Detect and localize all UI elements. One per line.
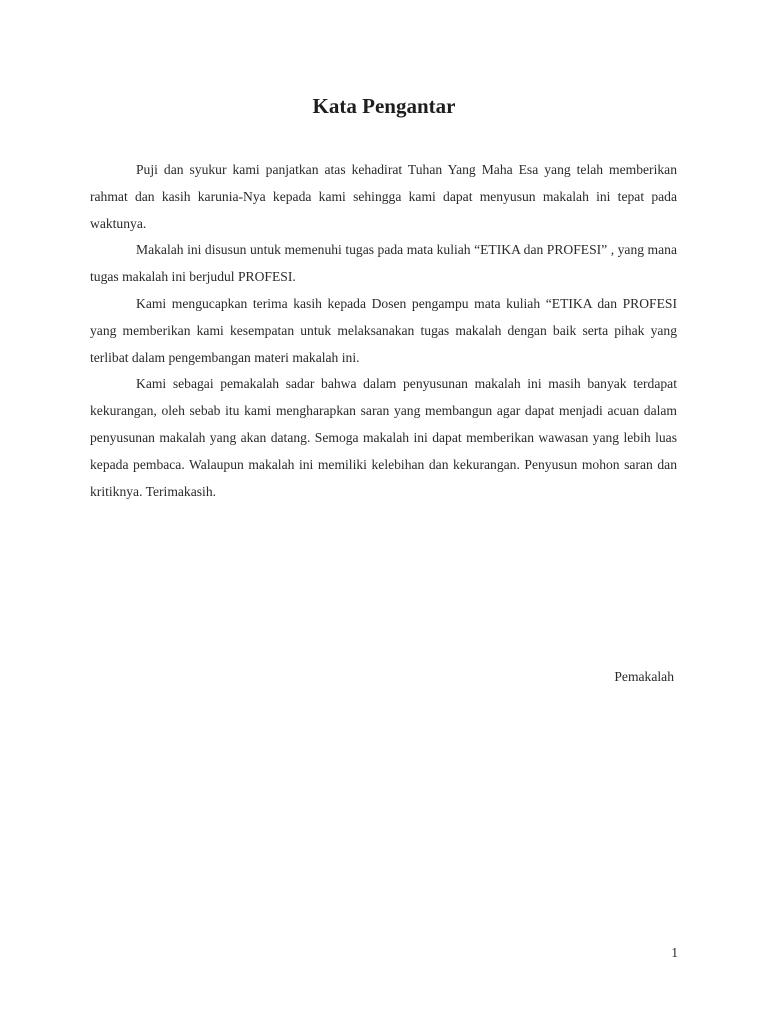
paragraph-2: Makalah ini disusun untuk memenuhi tugas pada mata kuliah “ETIKA dan PROFESI” , yang mana tugas makalah ini berjudul PROFESI.: [90, 242, 677, 285]
page-number: 1: [671, 945, 678, 960]
body-text: [90, 157, 677, 505]
paragraph-1: Puji dan syukur kami panjatkan atas kehadirat Tuhan Yang Maha Esa yang telah memberikan rahmat dan kasih karunia-Nya kepada kami sehingga kami dapat menyusun makalah ini tepat pada waktunya.: [90, 162, 677, 231]
paragraph-4: Kami sebagai pemakalah sadar bahwa dalam penyusunan makalah ini masih banyak terdapat kekurangan, oleh sebab itu kami mengharapkan saran yang membangun agar dapat menjadi acuan dalam penyusunan makalah yang akan datang. Semoga makalah ini dapat memberikan wawasan yang lebih luas kepada pembaca. Walaupun makalah ini memiliki kelebihan dan kekurangan. Penyusun mohon saran dan kritiknya. Terimakasih.: [90, 376, 677, 499]
paragraph-3: Kami mengucapkan terima kasih kepada Dosen pengampu mata kuliah “ETIKA dan PROFESI yang memberikan kami kesempatan untuk melaksanakan tugas makalah dengan baik serta pihak yang terlibat dalam pengembangan materi makalah ini.: [90, 295, 677, 365]
signature: Pemakalah: [614, 669, 674, 684]
page-title: Kata Pengantar: [312, 94, 456, 118]
